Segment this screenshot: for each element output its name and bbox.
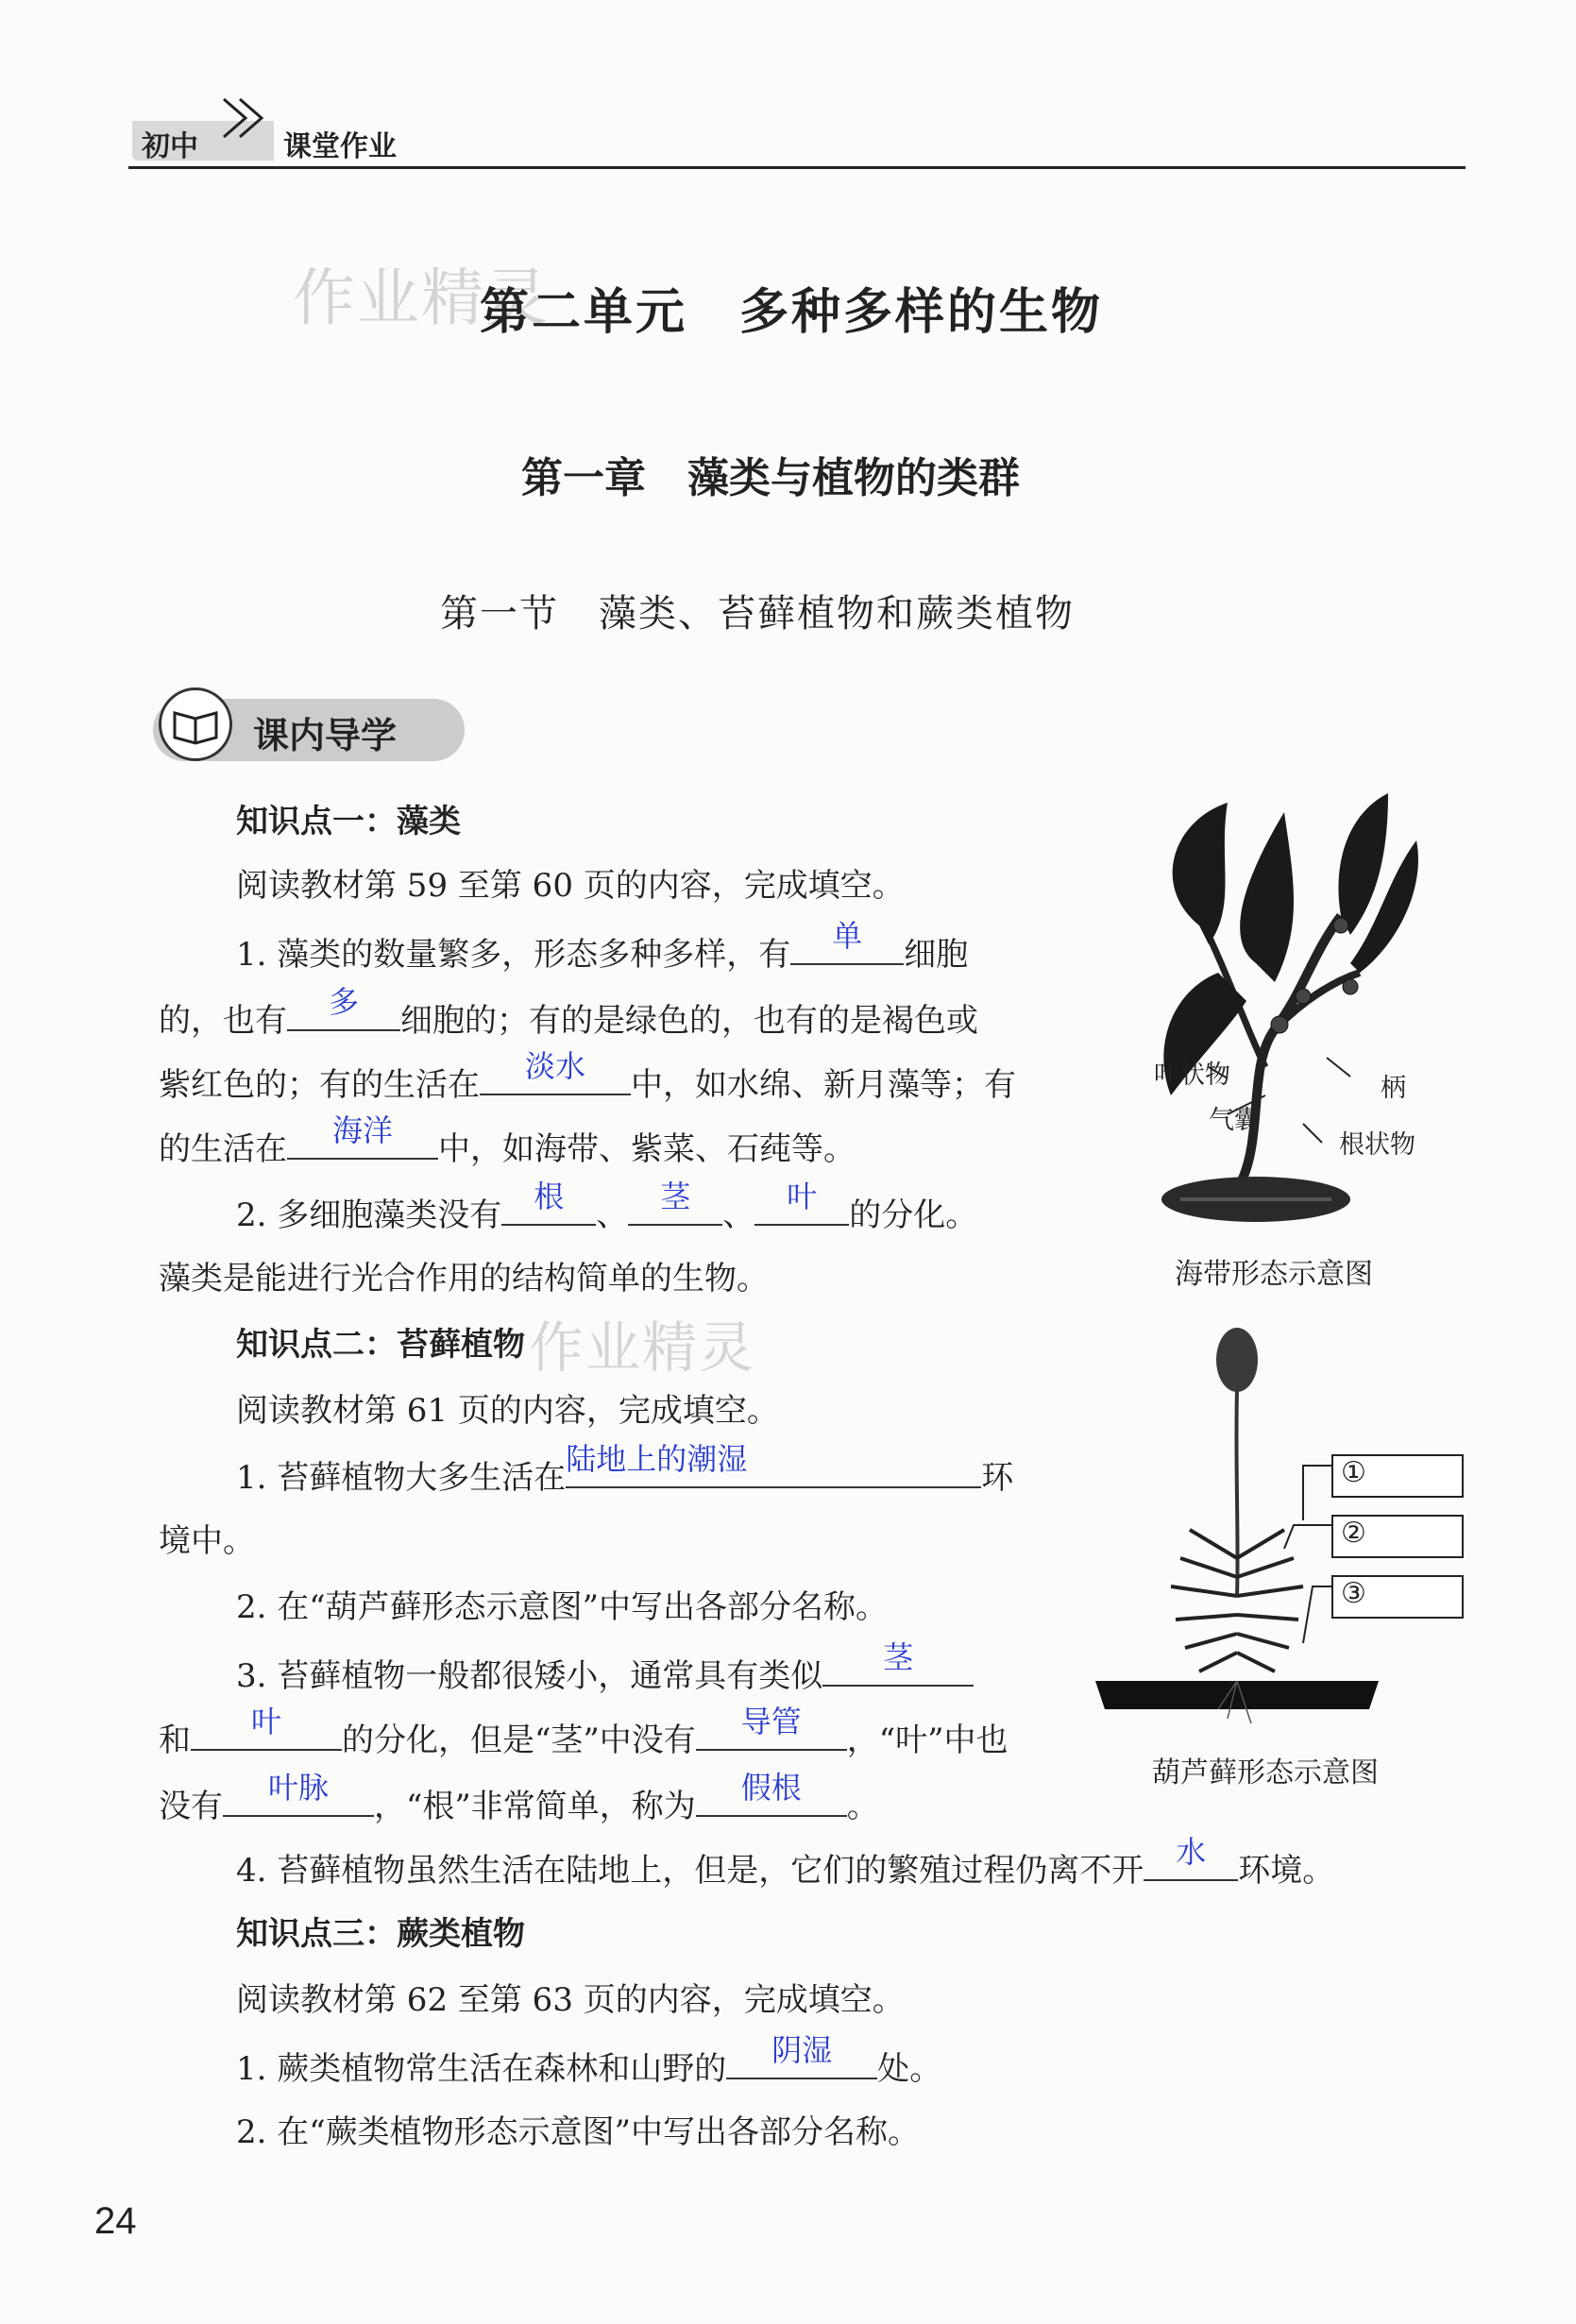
kp2-title: 知识点二：苔藓植物: [236, 1326, 525, 1364]
answer-field[interactable]: 叶脉: [267, 1770, 329, 1806]
moss-leader-lines: [1265, 1445, 1331, 1653]
label-box-3[interactable]: ③: [1331, 1575, 1464, 1619]
kp3-title: 知识点三：蕨类植物: [236, 1915, 525, 1953]
answer-field[interactable]: 叶: [250, 1704, 281, 1739]
kp2-q1-line1: 1. 苔藓植物大多生活在 陆地上的潮湿 环: [236, 1449, 1013, 1498]
answer-field[interactable]: 陆地上的潮湿: [566, 1441, 748, 1477]
answer-field[interactable]: 阴湿: [771, 2032, 833, 2068]
label-holdfast: 根状物: [1339, 1130, 1415, 1160]
header-level: 初中: [142, 130, 198, 163]
section-title: 第一节 藻类、苔藓植物和蕨类植物: [440, 592, 1075, 636]
label-stalk: 柄: [1381, 1074, 1406, 1103]
watermark: 作业精灵: [293, 262, 550, 334]
figure-caption-kelp: 海带形态示意图: [1175, 1258, 1373, 1291]
kp2-q2: 2. 在“葫芦藓形态示意图”中写出各部分名称。: [236, 1588, 889, 1626]
answer-field[interactable]: 单: [832, 918, 863, 954]
label-leaf: 叶状物: [1154, 1060, 1230, 1090]
kp3-q1: 1. 蕨类植物常生活在森林和山野的 阴湿 处。: [236, 2040, 941, 2089]
answer-field[interactable]: 多: [328, 984, 359, 1020]
kp2-q3-line1: 3. 苔藓植物一般都很矮小，通常具有类似 茎: [236, 1647, 974, 1696]
label-bladder: 气囊: [1209, 1106, 1260, 1135]
kp2-q3-line3: 没有 叶脉 ，“根”非常简单，称为 假根 。: [159, 1777, 879, 1826]
kp2-q1-line2: 境中。: [159, 1522, 255, 1560]
header-rule: [128, 166, 1466, 169]
kp1-q2-line1: 2. 多细胞藻类没有 根 、 茎 、 叶 的分化。: [236, 1186, 977, 1235]
book-icon: [159, 687, 232, 761]
kp2-intro: 阅读教材第 61 页的内容，完成填空。: [236, 1392, 779, 1430]
answer-field[interactable]: 海洋: [331, 1112, 393, 1148]
kp3-intro: 阅读教材第 62 至第 63 页的内容，完成填空。: [236, 1981, 905, 2019]
answer-field[interactable]: 根: [534, 1179, 565, 1214]
answer-field[interactable]: 假根: [740, 1770, 802, 1806]
answer-field[interactable]: 叶: [787, 1179, 818, 1214]
kp2-q4: 4. 苔藓植物虽然生活在陆地上，但是，它们的繁殖过程仍离不开 水 环境。: [236, 1841, 1334, 1891]
kp1-q1-line4: 的生活在 海洋 中，如海带、紫菜、石莼等。: [159, 1120, 856, 1169]
header-series: 课堂作业: [283, 130, 397, 163]
answer-field[interactable]: 水: [1176, 1834, 1207, 1870]
answer-field[interactable]: 导管: [740, 1704, 802, 1739]
page-number: 24: [94, 2200, 137, 2242]
label-box-2[interactable]: ②: [1331, 1515, 1464, 1558]
kp1-q1-line1: 1. 藻类的数量繁多，形态多种多样，有 单 细胞: [236, 925, 968, 975]
answer-field[interactable]: 茎: [660, 1179, 691, 1214]
label-box-1[interactable]: ①: [1331, 1454, 1464, 1498]
kp3-q2: 2. 在“蕨类植物形态示意图”中写出各部分名称。: [236, 2113, 921, 2151]
kelp-figure: [1114, 784, 1464, 1228]
kp1-title: 知识点一：藻类: [236, 803, 461, 840]
figure-caption-moss: 葫芦藓形态示意图: [1152, 1756, 1379, 1790]
unit-title: 第二单元 多种多样的生物: [480, 284, 1104, 341]
kp1-q1-line2: 的，也有 多 细胞的；有的是绿色的，也有的是褐色或: [159, 992, 978, 1041]
answer-field[interactable]: 茎: [883, 1639, 914, 1675]
chevron-icon: [219, 94, 276, 142]
watermark-2: 作业精灵: [529, 1315, 756, 1380]
kp2-q3-line2: 和 叶 的分化，但是“茎”中没有 导管 ，“叶”中也: [159, 1711, 1008, 1760]
kp1-q2-line2: 藻类是能进行光合作用的结构简单的生物。: [159, 1260, 769, 1298]
chapter-title: 第一章 藻类与植物的类群: [521, 454, 1020, 502]
answer-field[interactable]: 淡水: [524, 1048, 585, 1084]
kp1-q1-line3: 紫红色的；有的生活在 淡水 中，如水绵、新月藻等；有: [159, 1056, 1016, 1105]
kp1-intro: 阅读教材第 59 至第 60 页的内容，完成填空。: [236, 867, 905, 905]
guide-badge-label: 课内导学: [253, 715, 398, 756]
